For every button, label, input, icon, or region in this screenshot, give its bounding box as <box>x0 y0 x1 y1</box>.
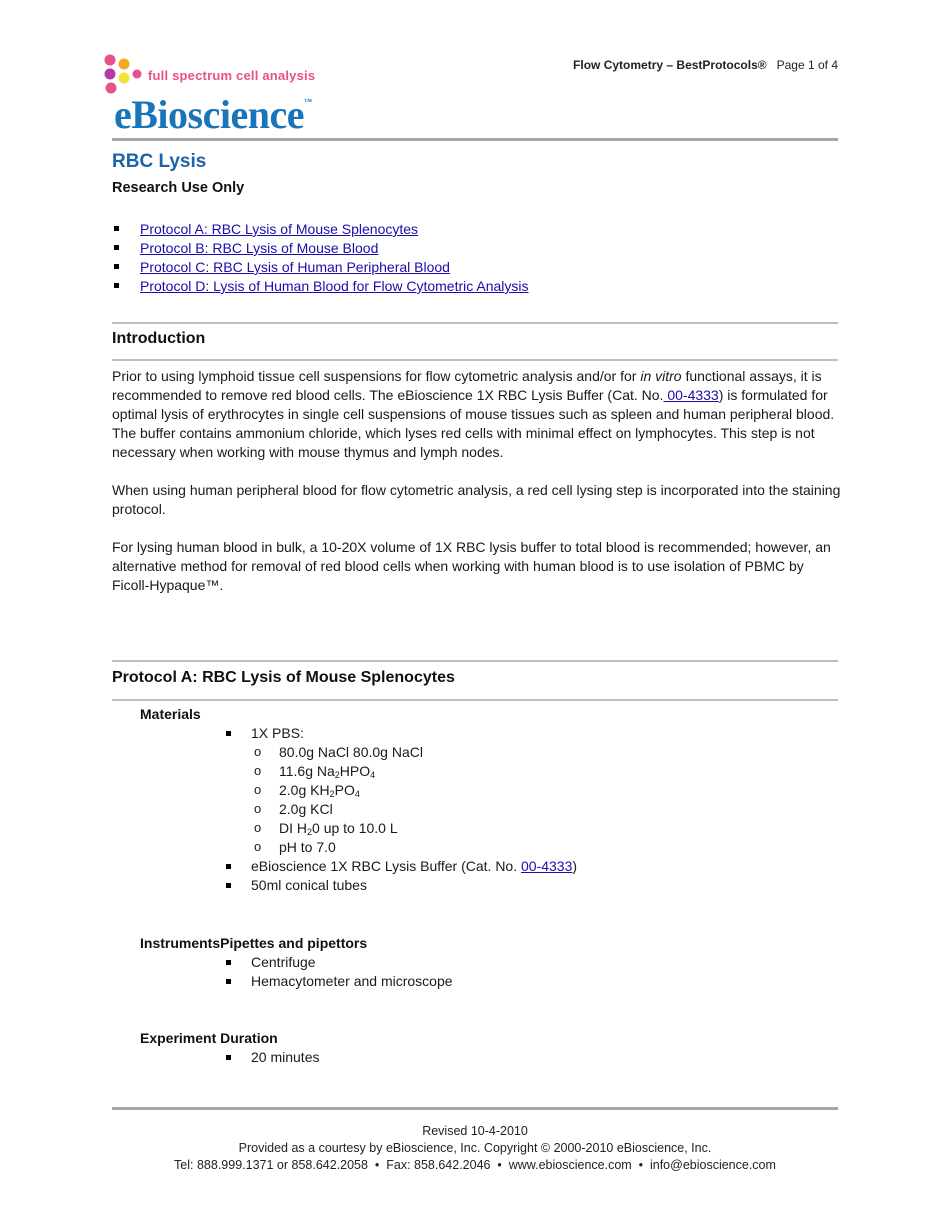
logo-dot <box>119 59 130 70</box>
materials-label: Materials <box>140 706 201 722</box>
footer <box>112 1123 838 1174</box>
intro-paragraph-1: Prior to using lymphoid tissue cell suspensions for flow cytometric analysis and/or for in vitro functional assays, it is recommended to remove red blood cells. The eBioscience 1X RBC Lysis Buffer (Cat. No. 00-4333) is formulated for optimal lysis of erythrocytes in single cell suspensions of mouse tissues such as spleen and human peripheral blood. The buffer contains ammonium chloride, which lyses red cells with minimal effect on lymphocytes. This step is not necessary when working with mouse thymus and lymph nodes. <box>112 368 835 460</box>
header-divider <box>112 138 838 141</box>
bullet-icon <box>226 731 231 736</box>
bullet-icon <box>226 864 231 869</box>
logo-dot <box>105 69 116 80</box>
bullet-icon <box>114 245 119 250</box>
bullet-icon <box>226 960 231 965</box>
bullet-icon <box>114 283 119 288</box>
toc-link-protocol-c[interactable]: Protocol C: RBC Lysis of Human Peripheral Blood <box>140 259 450 275</box>
instruments-label: InstrumentsPipettes and pipettors <box>140 935 368 951</box>
toc-link-protocol-b[interactable]: Protocol B: RBC Lysis of Mouse Blood <box>140 240 379 256</box>
bullet-icon <box>114 226 119 231</box>
footer-divider <box>112 1107 838 1110</box>
catalog-link[interactable]: 00-4333 <box>521 858 573 874</box>
bullet-icon <box>226 979 231 984</box>
section-divider <box>112 660 838 662</box>
intro-paragraph-2: When using human peripheral blood for flow cytometric analysis, a red cell lysing step is incorporated into the staining protocol. <box>112 482 841 517</box>
protocol-a-heading: Protocol A: RBC Lysis of Mouse Splenocytes <box>112 669 455 686</box>
logo-dot <box>105 55 116 66</box>
logo-brand: eBioscience™ <box>114 92 312 137</box>
duration-label: Experiment Duration <box>140 1030 278 1046</box>
footer-contact: Tel: 888.999.1371 or 858.642.2058 • Fax: 858.642.2046 • www.ebioscience.com • info@ebioscience.com <box>174 1158 776 1172</box>
page-title: RBC Lysis <box>112 151 207 172</box>
toc-link-protocol-a[interactable]: Protocol A: RBC Lysis of Mouse Splenocytes <box>140 221 419 237</box>
section-divider <box>112 322 838 324</box>
bullet-icon <box>114 264 119 269</box>
section-divider <box>112 699 838 701</box>
logo-dot <box>119 73 130 84</box>
logo-dot <box>133 70 142 79</box>
logo-tagline: full spectrum cell analysis <box>148 68 316 83</box>
page-subtitle: Research Use Only <box>112 180 245 196</box>
page-header <box>560 58 838 72</box>
bullet-icon <box>226 883 231 888</box>
footer-courtesy: Provided as a courtesy by eBioscience, Inc. Copyright © 2000-2010 eBioscience, Inc. <box>238 1141 712 1155</box>
catalog-link[interactable]: 00-4333 <box>663 387 719 403</box>
bullet-icon <box>226 1055 231 1060</box>
intro-paragraph-3: For lysing human blood in bulk, a 10-20X volume of 1X RBC lysis buffer to total blood is recommended; however, an alternative method for removal of red blood cells when working with human blood is to use isolation of PBMC by Ficoll-Hypaque™. <box>112 539 831 593</box>
doc-series: Flow Cytometry – BestProtocols® <box>573 58 767 72</box>
intro-heading: Introduction <box>112 330 206 347</box>
section-divider <box>112 359 838 361</box>
toc-link-protocol-d[interactable]: Protocol D: Lysis of Human Blood for Flow Cytometric Analysis <box>140 278 529 294</box>
footer-revised: Revised 10-4-2010 <box>422 1124 528 1138</box>
page-number: Page 1 of 4 <box>776 58 838 72</box>
